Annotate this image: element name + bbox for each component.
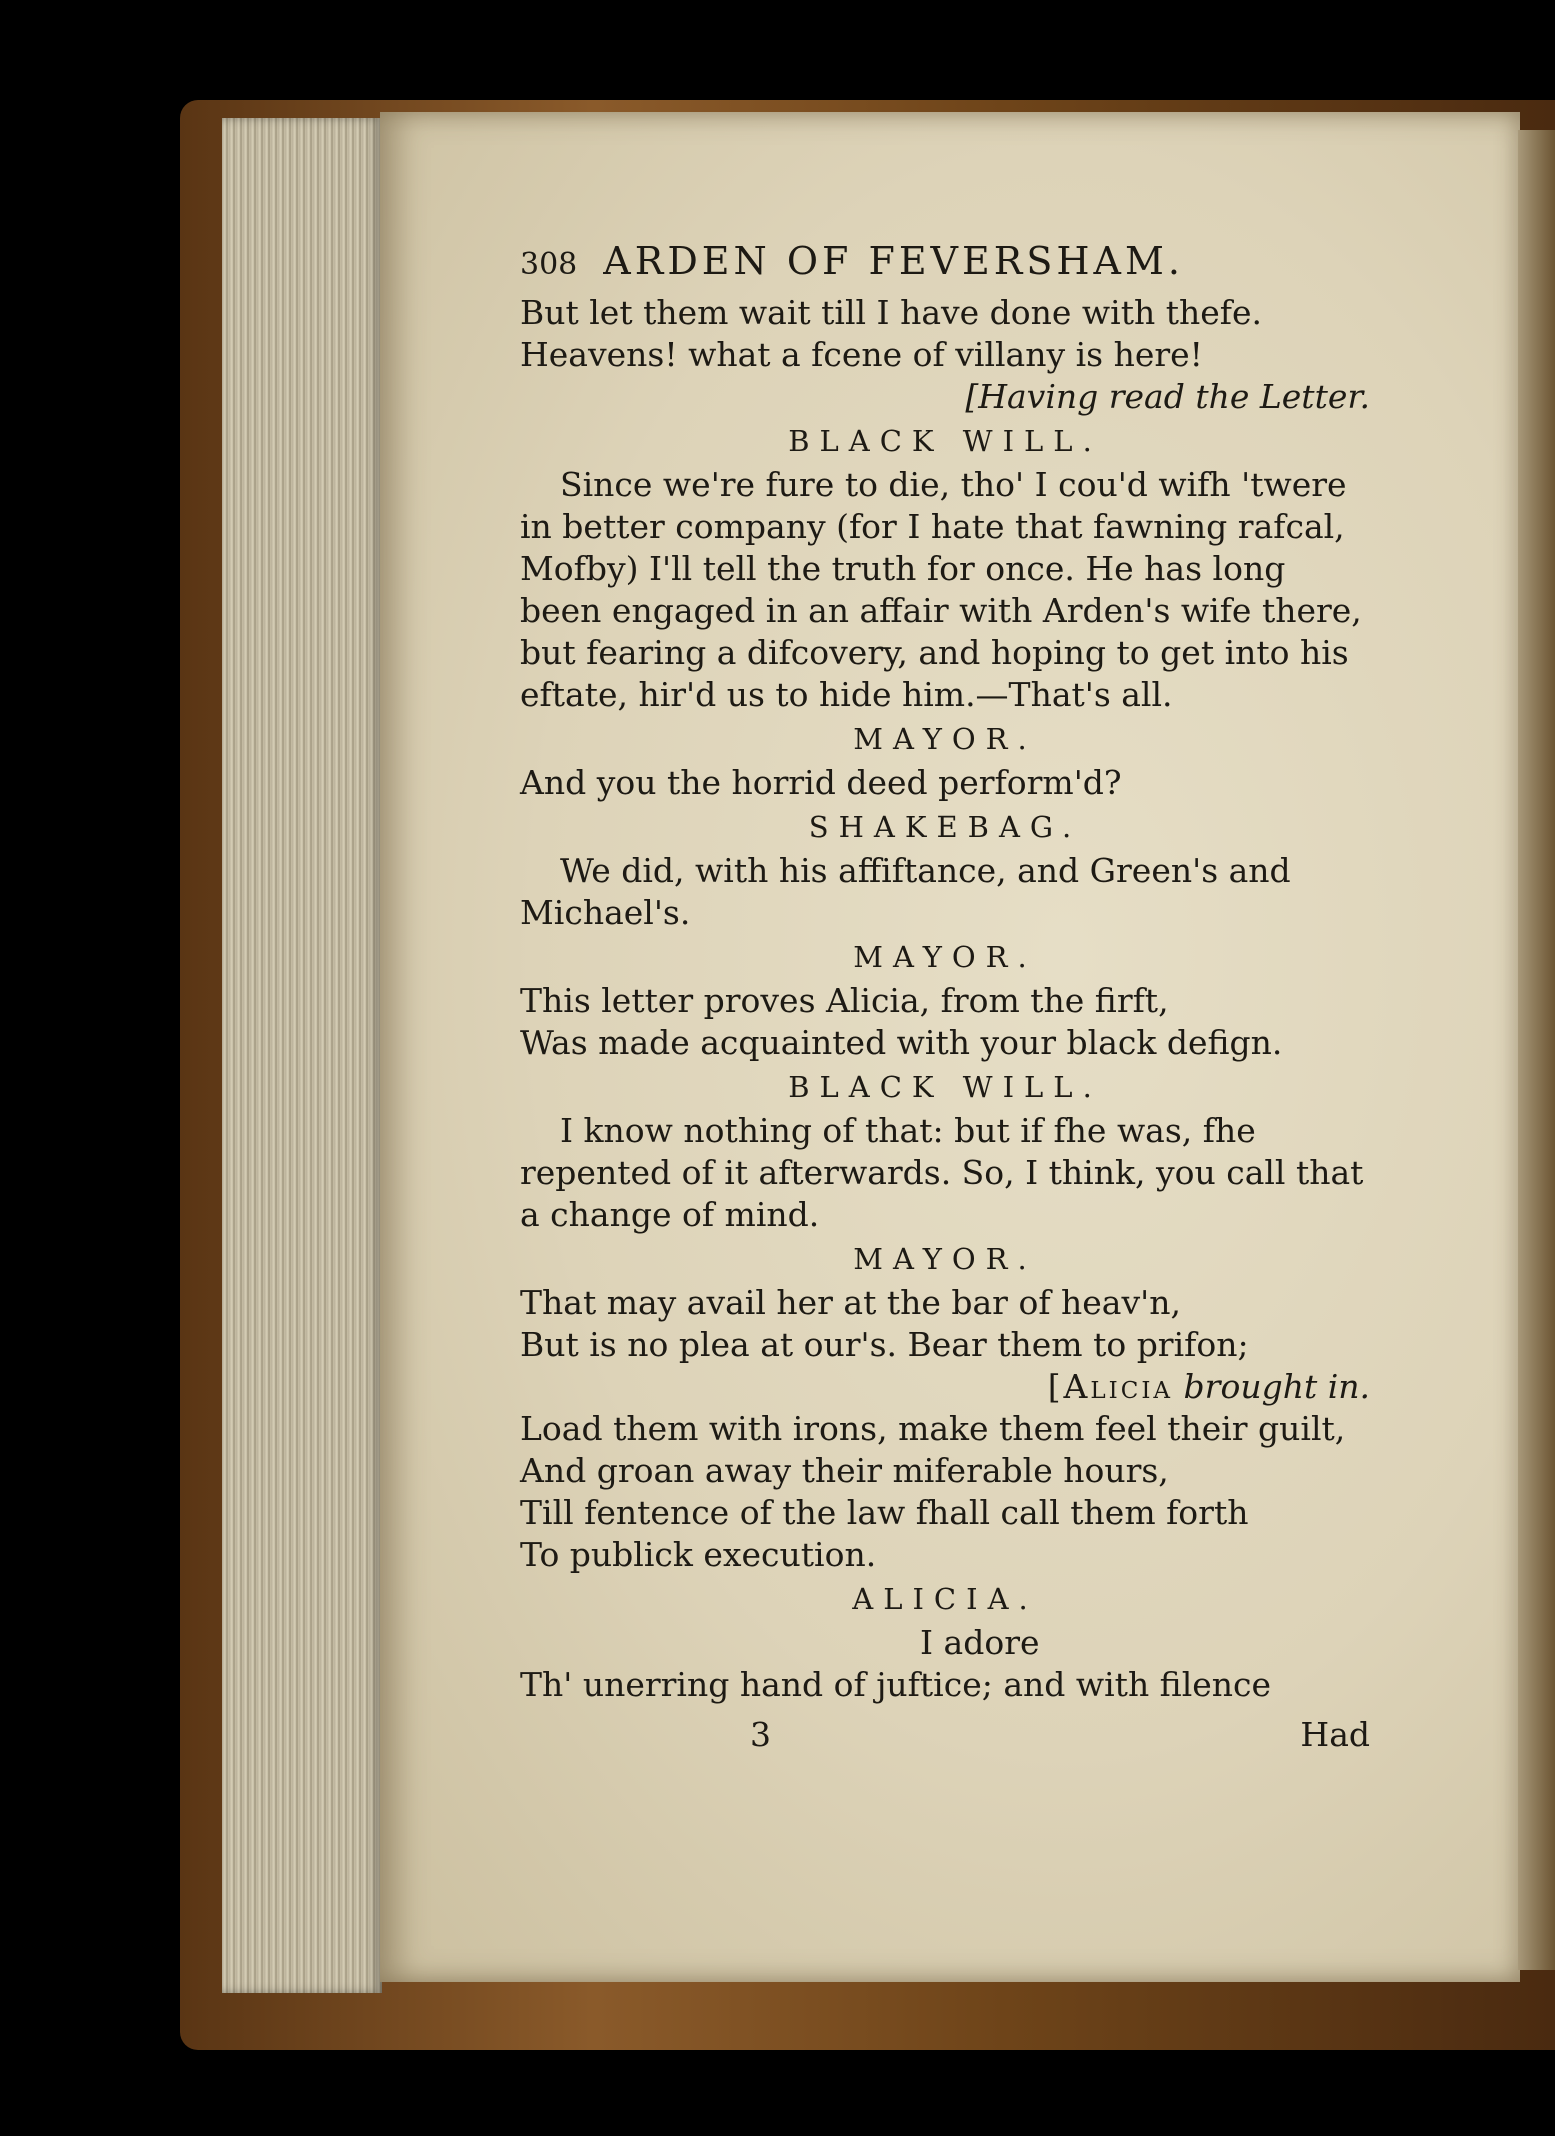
running-title: ARDEN OF FEVERSHAM. [603,239,1184,283]
page-edges [222,118,382,1993]
speaker-name: BLACK WILL. [788,424,1102,458]
prose-speech: We did, with his affiftance, and Green's and Michael's. [520,851,1291,932]
verse-line: And groan away their miferable hours, [520,1451,1169,1490]
verse-line: Till fentence of the law fhall call them forth [520,1493,1249,1532]
verse-line: Was made acquainted with your black defign. [520,1023,1283,1062]
speaker-name: MAYOR. [853,1242,1037,1276]
verse-line: That may avail her at the bar of heav'n, [520,1283,1181,1322]
speaker-name: ALICIA. [852,1582,1038,1616]
running-head [520,240,1370,286]
verse-line: I adore [920,1623,1040,1662]
page-text [520,240,1370,1756]
facing-page-edge [1518,130,1555,1970]
verse-line: Th' unerring hand of juftice; and with filence [520,1665,1272,1704]
stage-direction-action: brought in. [1183,1367,1370,1406]
verse-line: And you the horrid deed perform'd? [520,763,1122,802]
speaker-name: MAYOR. [853,722,1037,756]
stage-direction: [Having read the Letter. [965,377,1370,416]
verse-line: Heavens! what a fcene of villany is here! [520,335,1203,374]
speaker-name: BLACK WILL. [788,1070,1102,1104]
page-number: 308 [520,247,578,282]
prose-speech: Since we're fure to die, tho' I cou'd wifh 'twere in better company (for I hate that fawning rafcal, Mofby) I'll tell the truth for once. He has long been engaged in an affair with Arden's wife there, but fearing a difcovery, and hoping to get into his eftate, hir'd us to hide him.—That's all. [520,465,1362,714]
page-footer [520,1714,1370,1756]
stage-direction [520,1366,1370,1408]
verse-line: But let them wait till I have done with thefe. [520,293,1263,332]
prose-speech: I know nothing of that: but if fhe was, fhe repented of it afterwards. So, I think, you call that a change of mind. [520,1111,1364,1234]
verse-line: Load them with irons, make them feel their guilt, [520,1409,1346,1448]
catchword: Had [1300,1715,1370,1754]
verse-line: But is no plea at our's. Bear them to prifon; [520,1325,1249,1364]
stage-direction-name: [Alicia [1047,1367,1174,1406]
verse-line: This letter proves Alicia, from the firft, [520,981,1169,1020]
signature-mark: 3 [750,1715,771,1754]
speaker-name: MAYOR. [853,940,1037,974]
speaker-name: SHAKEBAG. [808,810,1082,844]
verse-line: To publick execution. [520,1535,877,1574]
